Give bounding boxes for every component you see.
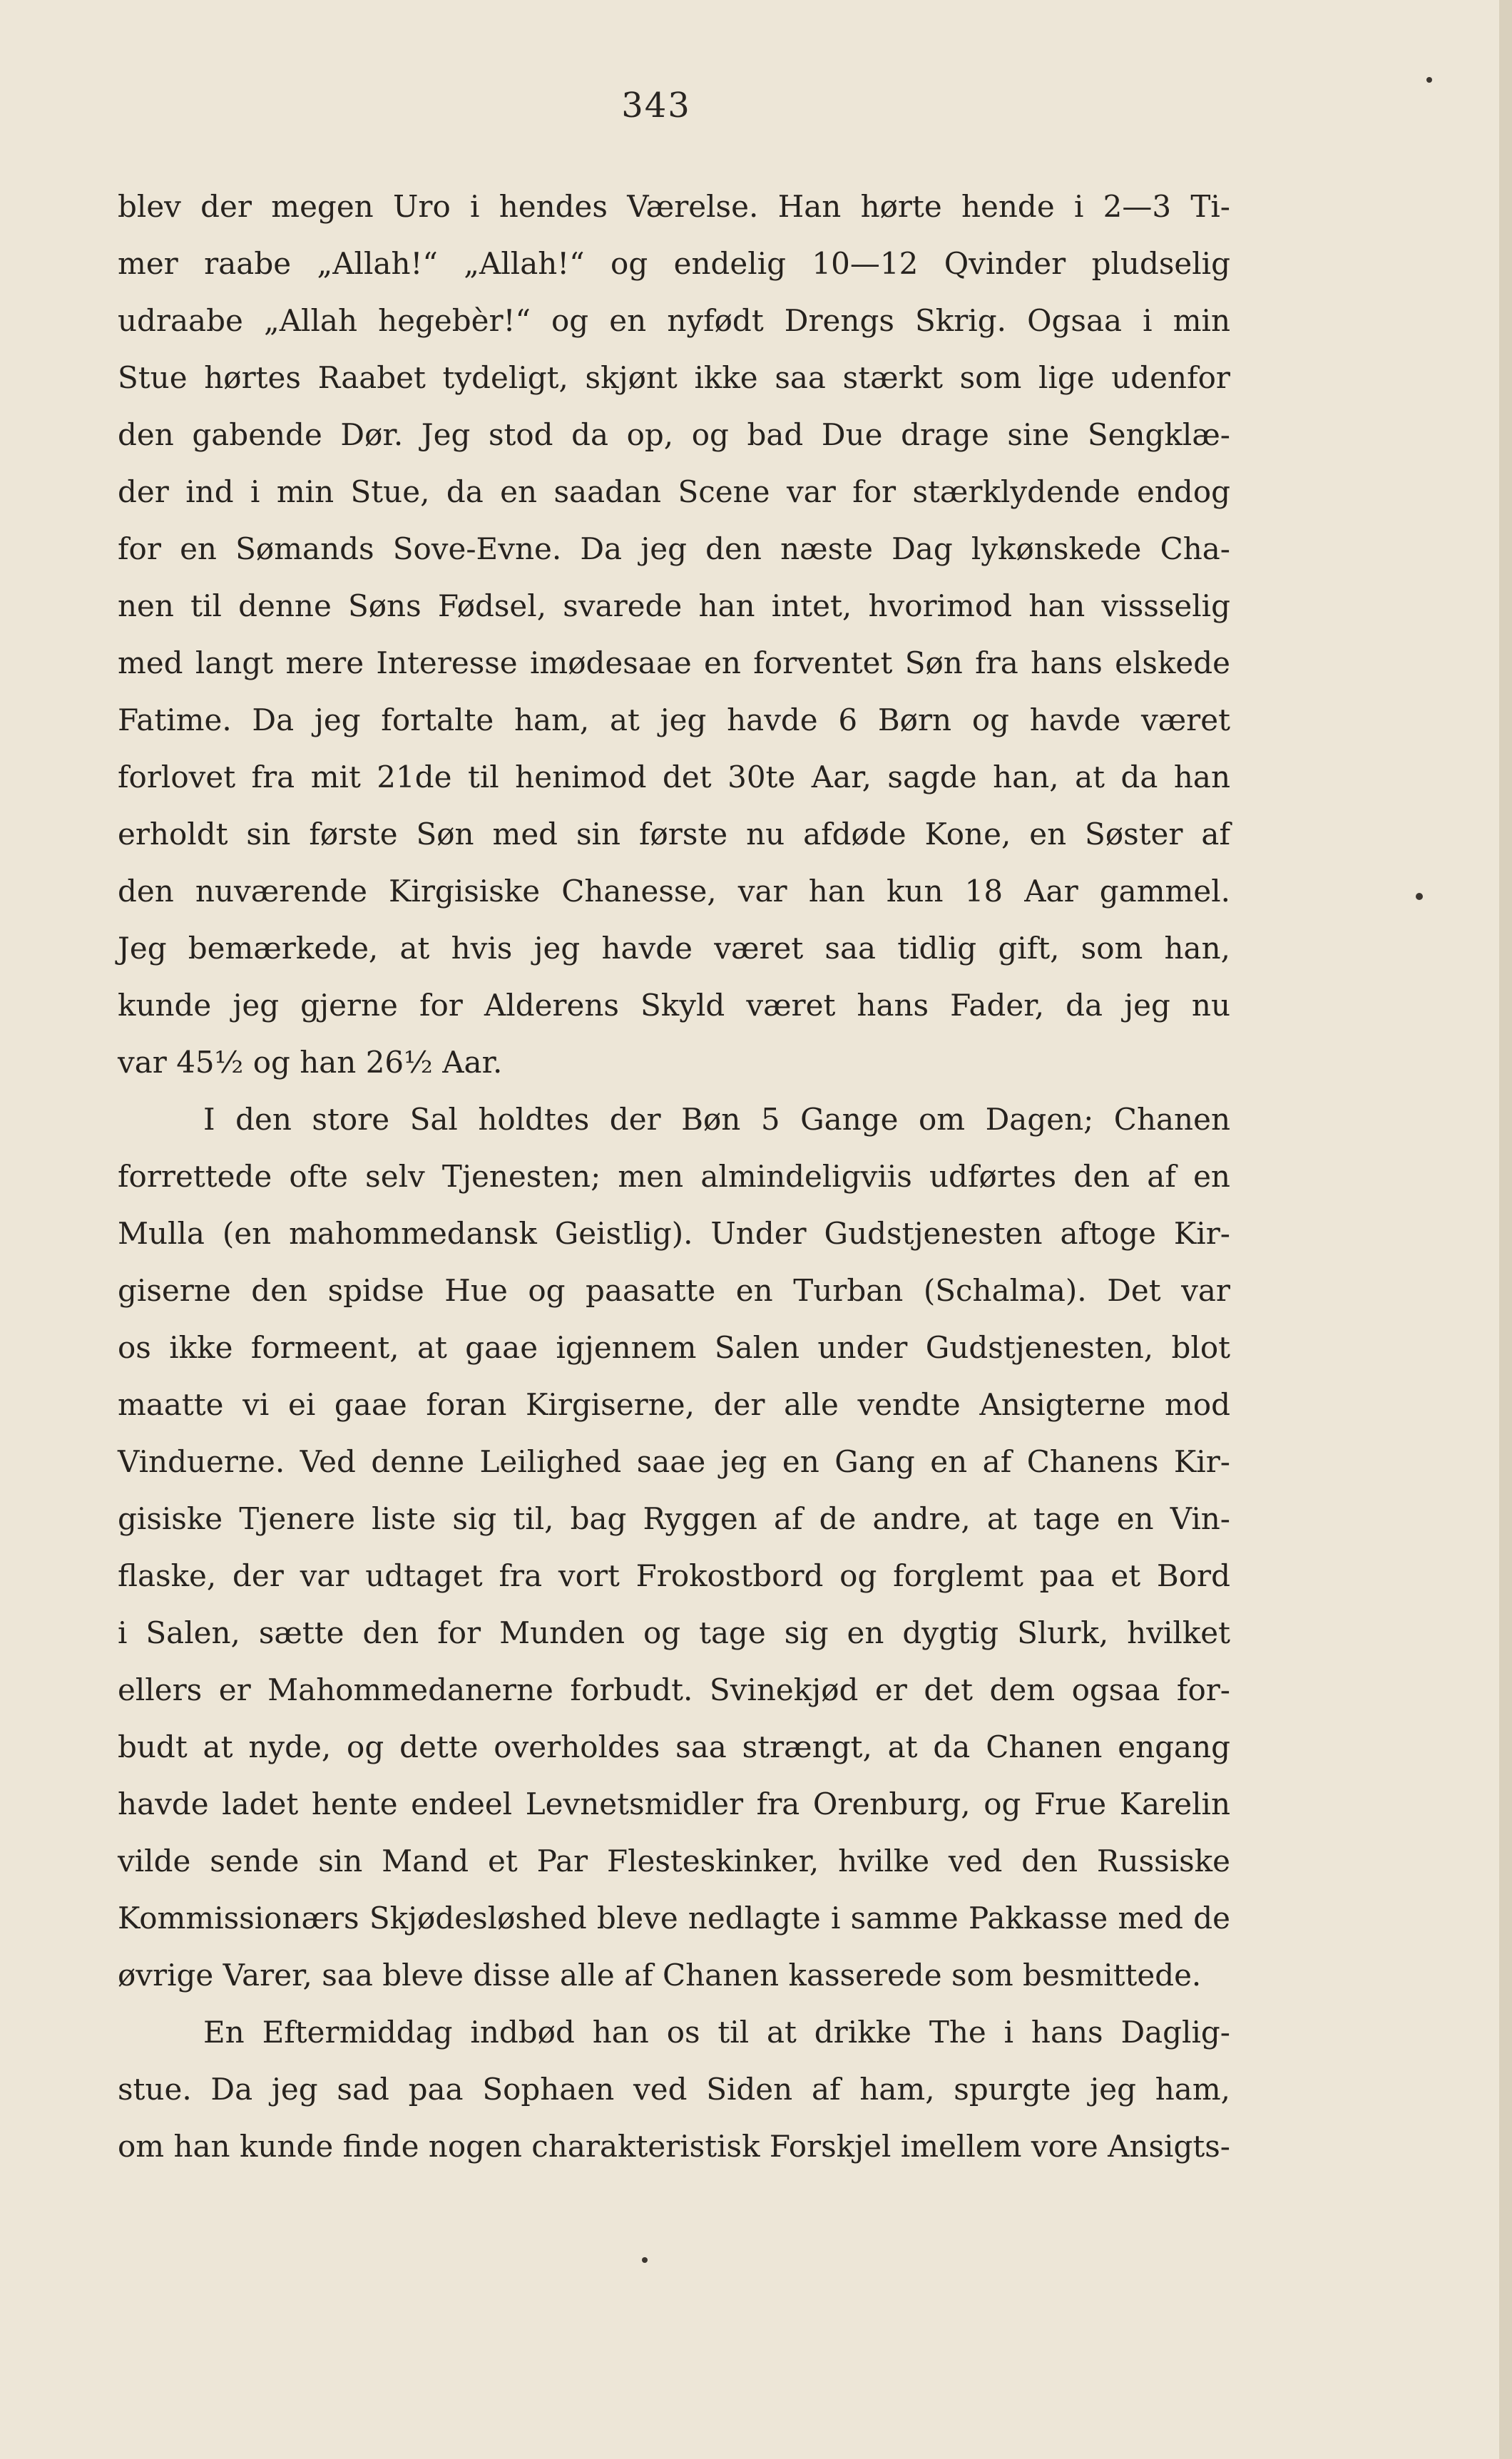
text-line: for en Sømands Sove-Evne. Da jeg den næste Dag lykønskede Cha- — [118, 531, 1230, 566]
text-line: gisiske Tjenere liste sig til, bag Ryggen af de andre, at tage en Vin- — [118, 1501, 1230, 1536]
text-line: Fatime. Da jeg fortalte ham, at jeg havde 6 Børn og havde været — [118, 702, 1230, 737]
text-line: der ind i min Stue, da en saadan Scene var for stærklydende endog — [118, 474, 1230, 509]
text-line: i Salen, sætte den for Munden og tage sig en dygtig Slurk, hvilket — [118, 1615, 1230, 1650]
text-line: forlovet fra mit 21de til henimod det 30te Aar, sagde han, at da han — [118, 760, 1230, 794]
page-number: 343 — [621, 86, 691, 126]
text-line: maatte vi ei gaae foran Kirgiserne, der alle vendte Ansigterne mod — [118, 1387, 1230, 1422]
text-line: udraabe „Allah hegebèr!“ og en nyfødt Drengs Skrig. Ogsaa i min — [118, 303, 1230, 338]
text-line: I den store Sal holdtes der Bøn 5 Gange om Dagen; Chanen — [203, 1102, 1230, 1137]
text-line: os ikke formeent, at gaae igjennem Salen under Gudstjenesten, blot — [118, 1330, 1230, 1365]
text-line: Kommissionærs Skjødesløshed bleve nedlagte i samme Pakkasse med de — [118, 1901, 1230, 1936]
text-line: stue. Da jeg sad paa Sophaen ved Siden af ham, spurgte jeg ham, — [118, 2072, 1230, 2107]
paper-speck — [1426, 77, 1432, 83]
text-line: den nuværende Kirgisiske Chanesse, var han kun 18 Aar gammel. — [118, 874, 1230, 909]
text-line: forrettede ofte selv Tjenesten; men almindeligviis udførtes den af en — [118, 1159, 1230, 1194]
paragraph-2 — [118, 1091, 1230, 2004]
text-line: erholdt sin første Søn med sin første nu afdøde Kone, en Søster af — [118, 817, 1230, 852]
text-line: Jeg bemærkede, at hvis jeg havde været saa tidlig gift, som han, — [118, 931, 1230, 966]
text-line: om han kunde finde nogen charakteristisk Forskjel imellem vore Ansigts- — [118, 2129, 1230, 2164]
text-line: vilde sende sin Mand et Par Flesteskinker, hvilke ved den Russiske — [118, 1844, 1230, 1878]
text-line: med langt mere Interesse imødesaae en forventet Søn fra hans elskede — [118, 645, 1230, 680]
text-line: havde ladet hente endeel Levnetsmidler fra Orenburg, og Frue Karelin — [118, 1786, 1230, 1821]
text-line: var 45½ og han 26½ Aar. — [118, 1045, 503, 1080]
paper-speck — [642, 2257, 648, 2263]
text-line: Vinduerne. Ved denne Leilighed saae jeg en Gang en af Chanens Kir- — [118, 1444, 1230, 1479]
text-line: giserne den spidse Hue og paasatte en Turban (Schalma). Det var — [118, 1273, 1230, 1308]
text-line: kunde jeg gjerne for Alderens Skyld været hans Fader, da jeg nu — [118, 988, 1230, 1023]
paragraph-1 — [118, 178, 1230, 1091]
text-line: Stue hørtes Raabet tydeligt, skjønt ikke saa stærkt som lige udenfor — [118, 360, 1230, 395]
page-edge-shadow — [1499, 0, 1512, 2459]
text-line: mer raabe „Allah!“ „Allah!“ og endelig 10—12 Qvinder pludselig — [118, 246, 1230, 281]
paragraph-3 — [118, 2004, 1230, 2175]
body-text — [118, 178, 1230, 2175]
text-line: budt at nyde, og dette overholdes saa strængt, at da Chanen engang — [118, 1729, 1230, 1764]
text-line: ellers er Mahommedanerne forbudt. Svinekjød er det dem ogsaa for- — [118, 1672, 1230, 1707]
text-line: En Eftermiddag indbød han os til at drikke The i hans Daglig- — [203, 2015, 1230, 2050]
text-line: den gabende Dør. Jeg stod da op, og bad Due drage sine Sengklæ- — [118, 417, 1230, 452]
paper-speck — [1416, 893, 1423, 900]
text-line: Mulla (en mahommedansk Geistlig). Under Gudstjenesten aftoge Kir- — [118, 1216, 1230, 1251]
text-line: øvrige Varer, saa bleve disse alle af Chanen kasserede som besmittede. — [118, 1958, 1202, 1993]
text-line: flaske, der var udtaget fra vort Frokostbord og forglemt paa et Bord — [118, 1558, 1230, 1593]
text-line: blev der megen Uro i hendes Værelse. Han hørte hende i 2—3 Ti- — [118, 189, 1230, 224]
text-line: nen til denne Søns Fødsel, svarede han intet, hvorimod han vissselig — [118, 588, 1230, 623]
